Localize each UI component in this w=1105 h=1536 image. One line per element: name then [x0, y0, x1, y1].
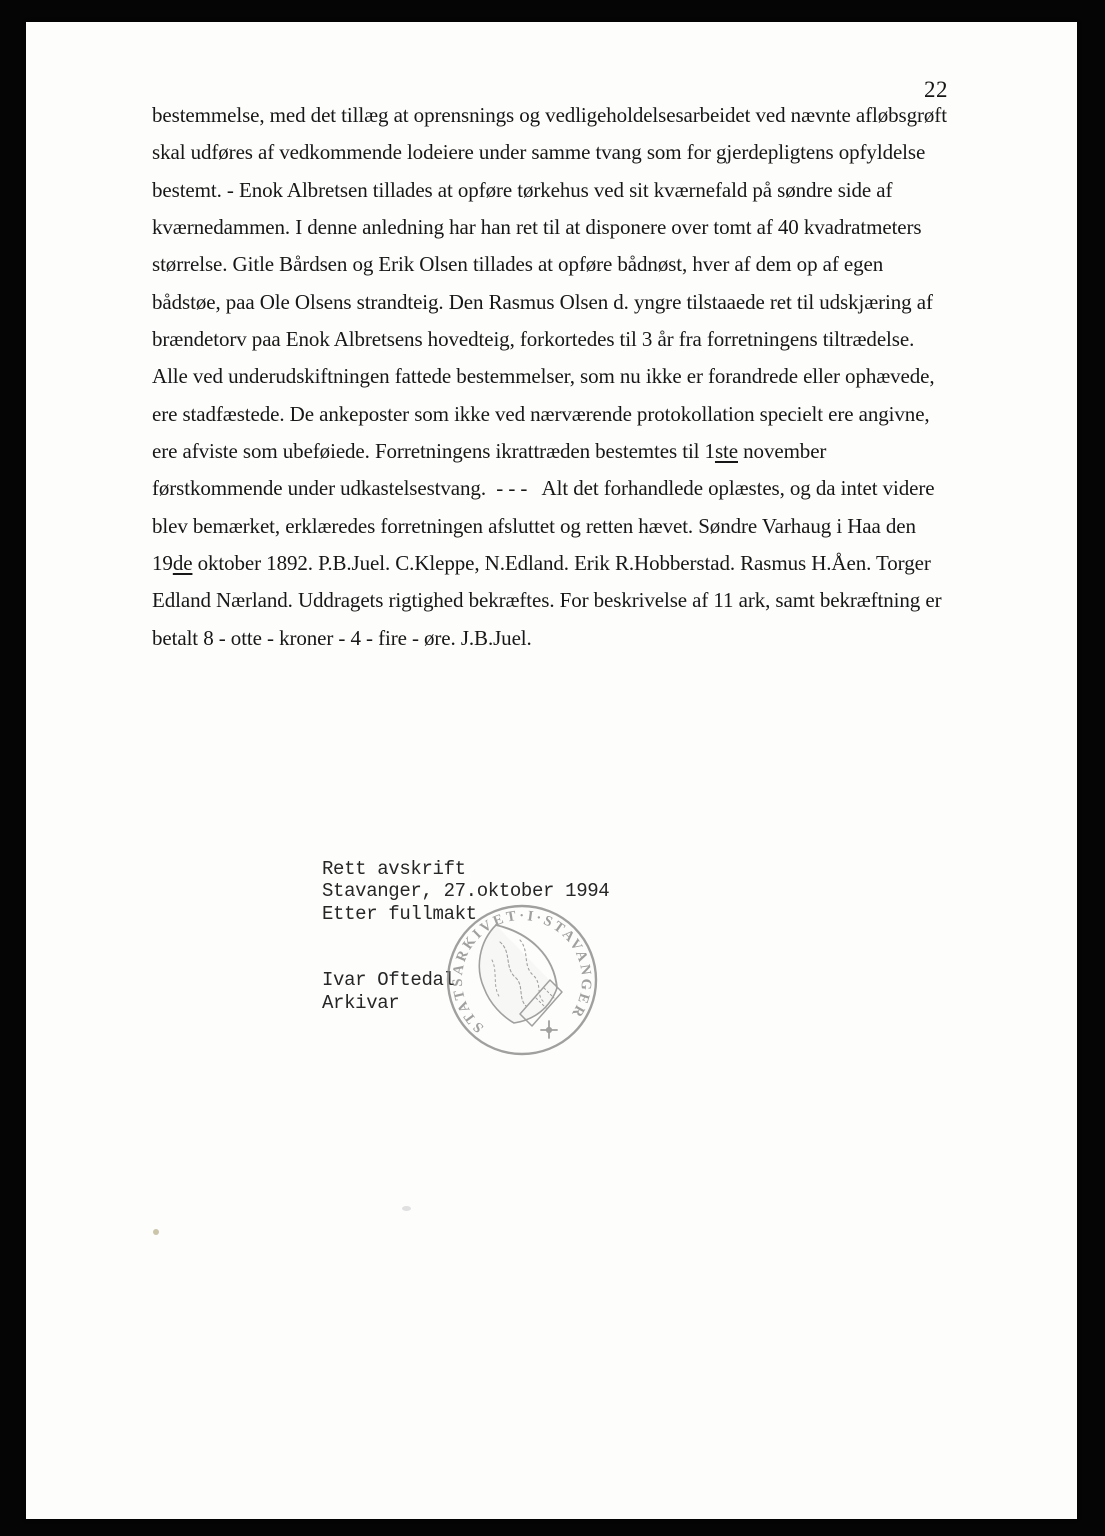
stavanger-coat-of-arms-icon [479, 925, 562, 1038]
text-segment: bestemmelse, med det tillæg at oprensnings og vedligeholdelsesarbeidet ved nævnte afløbsgrøft [152, 103, 947, 127]
text-line [152, 396, 947, 433]
text-line [152, 582, 947, 619]
scan-artifact-speck [153, 1229, 159, 1235]
text-line [152, 433, 947, 470]
text-line [152, 134, 947, 171]
text-line [152, 97, 947, 134]
text-line [152, 172, 947, 209]
text-segment: skal udføres af vedkommende lodeiere under samme tvang som for gjerdepligtens opfyldelse [152, 140, 926, 165]
typed-line: Rett avskrift [322, 858, 466, 880]
text-line [152, 470, 947, 507]
typed-line: Ivar Oftedal [322, 969, 455, 992]
text-line [152, 284, 947, 321]
text-line [152, 246, 947, 283]
text-line [152, 620, 947, 657]
typed-line: Etter fullmakt [322, 902, 477, 925]
document-body-text [152, 97, 947, 657]
text-segment: oktober 1892. P.B.Juel. C.Kleppe, N.Edland. Erik R.Hobberstad. Rasmus H.Åen. Torger [192, 551, 931, 576]
text-segment: kværnedammen. I denne anledning har han ret til at disponere over tomt af 40 kvadratmeters [152, 215, 922, 240]
page-number: 22 [924, 77, 948, 102]
text-segment: ere afviste som ubeføiede. Forretningens ikrattræden bestemtes til 1 [152, 439, 715, 464]
text-line [152, 209, 947, 246]
text-line [152, 321, 947, 358]
underlined-text: ste [714, 439, 738, 464]
typed-line: Arkivar [322, 991, 400, 1014]
stamp-cross-icon [541, 1021, 557, 1038]
text-segment: Edland Nærland. Uddragets rigtighed bekræftes. For beskrivelse af 11 ark, samt bekræftning er [152, 588, 942, 613]
text-segment: ere stadfæstede. De ankeposter som ikke ved nærværende protokollation specielt ere angivne, [152, 401, 930, 426]
text-segment: 19 [152, 551, 173, 576]
text-segment: bådstøe, paa Ole Olsens strandteig. Den Rasmus Olsen d. yngre tilstaaede ret til udskjæring af [152, 289, 933, 314]
text-segment: Alle ved underudskiftningen fattede bestemmelser, som nu ikke er forandrede eller ophævede, [152, 364, 935, 389]
text-segment: bestemt. - Enok Albretsen tillades at opføre tørkehus ved sit kværnefald på søndre side af [152, 177, 893, 202]
text-segment: november [738, 439, 827, 464]
typed-line: Stavanger, 27.oktober 1994 [322, 880, 610, 903]
stamp-text: STATSARKIVET·I·STAVANGER [449, 907, 595, 1036]
text-segment: betalt 8 - otte - kroner - 4 - fire - øre. J.B.Juel. [152, 625, 532, 650]
archive-stamp-graphics [440, 899, 600, 1054]
archive-stamp [432, 890, 612, 1070]
text-segment: blev bemærket, erklæredes forretningen afsluttet og retten hævet. Søndre Varhaug i Haa den [152, 513, 916, 538]
scan-artifact-speck [402, 1206, 411, 1211]
text-segment: førstkommende under udkastelsestvang. - - - Alt det forhandlede oplæstes, og da intet videre [152, 476, 935, 501]
text-line [152, 358, 947, 395]
text-segment: størrelse. Gitle Bårdsen og Erik Olsen tillades at opføre bådnøst, hver af dem op af egen [152, 252, 884, 277]
underlined-text: de [172, 551, 193, 576]
text-segment: brændetorv paa Enok Albretsens hovedteig, forkortedes til 3 år fra forretningens tiltrædelse. [152, 327, 915, 352]
text-line [152, 508, 947, 545]
text-line [152, 545, 947, 582]
scanned-page [26, 22, 1077, 1519]
